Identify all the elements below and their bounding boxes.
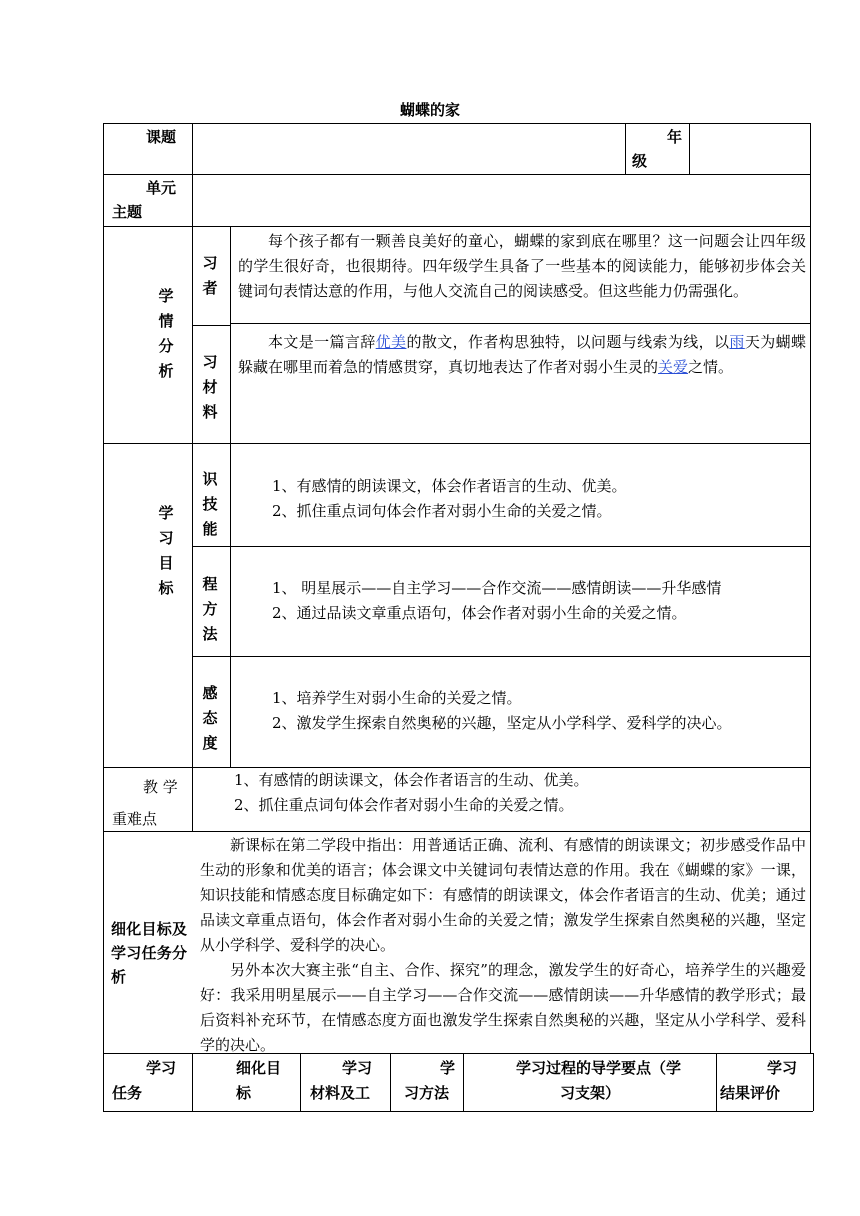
unit-label-2: 主题 (112, 203, 143, 221)
ketai-value-cell[interactable] (193, 124, 623, 173)
attitude-item-2: 2、激发学生探索自然奥秘的兴趣，坚定从小学科学、爱科学的决心。 (272, 714, 732, 732)
grade-label-2: 级 (632, 152, 648, 170)
unit-value-cell[interactable] (193, 175, 809, 225)
link-guan[interactable]: 关 (658, 358, 674, 376)
mubiao-label: 学 习 目 标 (158, 504, 174, 597)
grade-value-cell[interactable] (690, 124, 809, 173)
zhongnan-label-2: 重难点 (112, 810, 158, 828)
process-label: 程 方 法 (202, 575, 218, 643)
link-youmei[interactable]: 优美 (375, 333, 407, 351)
xihua-para-1: 新课标在第二学段中指出：用普通话正确、流利、有感情的朗读课文；初步感受作品中生动的形象和优美的语言；体会课文中关键词句表情达意的作用。我在《蝴蝶的家》一课，知识技能和情感态度目标确定如下：有感情的朗读课文，体会作者语言的生动、优美；通过品读文章重点语句，体会作者对弱小生命的关爱之情；激发学生探索自然奥秘的兴趣，坚定从小学科学、爱科学的决心。 (200, 836, 806, 954)
xihua-label: 细化目标及学习任务分析 (111, 920, 187, 986)
link-yu[interactable]: 雨 (729, 333, 745, 351)
col-task-l1: 学习 (146, 1059, 177, 1077)
col-goal-l2: 标 (236, 1084, 252, 1102)
zhongnan-label-1: 教 学 (143, 778, 178, 796)
zhongnan-item-2: 2、抓住重点词句体会作者对弱小生命的关爱之情。 (234, 796, 574, 814)
zhongnan-item-1: 1、有感情的朗读课文，体会作者语言的生动、优美。 (234, 771, 589, 789)
unit-label-1: 单元 (146, 179, 177, 197)
attitude-label: 感 态 度 (202, 684, 218, 752)
process-item-2: 2、通过品读文章重点语句，体会作者对弱小生命的关爱之情。 (272, 604, 687, 622)
col-material-l1: 学习 (342, 1059, 373, 1077)
col-goal-l1: 细化目 (236, 1059, 282, 1077)
xueqing-label: 学 情 分 析 (158, 287, 174, 380)
xihua-para-2: 另外本次大赛主张“自主、合作、探究”的理念，激发学生的好奇心，培养学生的兴趣爱好：我采用明星展示——自主学习——合作交流——感情朗读——升华感情的教学形式；最后资料补充环节，在情感态度方面也激发学生探索自然奥秘的兴趣，坚定从小学科学、爱科学的决心。 (200, 961, 806, 1054)
process-item-1: 1、 明星展示——自主学习——合作交流——感情朗读——升华感情 (272, 579, 722, 597)
document-title: 蝴蝶的家 (399, 101, 460, 119)
material-text: 本文是一篇言辞优美的散文，作者构思独特，以问题与线索为线，以雨天为蝴蝶躲藏在哪里而着急的情感贯穿，真切地表达了作者对弱小生灵的关爱之情。 (238, 333, 806, 376)
col-eval-l1: 学习 (767, 1059, 798, 1077)
grade-label-1: 年 (667, 128, 683, 146)
learner-text: 每个孩子都有一颗善良美好的童心，蝴蝶的家到底在哪里？这一问题会让四年级的学生很好奇，也很期待。四年级学生具备了一些基本的阅读能力，能够初步体会关键词句表情达意的作用，与他人交流自己的阅读感受。但这些能力仍需强化。 (238, 232, 806, 300)
skill-item-2: 2、抓住重点词句体会作者对弱小生命的关爱之情。 (272, 502, 612, 520)
link-ai[interactable]: 爱 (673, 358, 689, 376)
col-method-l1: 学 (440, 1059, 456, 1077)
col-process-l2: 习支架） (560, 1084, 621, 1102)
skill-label: 识 技 能 (202, 470, 218, 538)
col-method-l2: 习方法 (404, 1084, 450, 1102)
col-material-l2: 材料及工 (310, 1084, 371, 1102)
skill-item-1: 1、有感情的朗读课文，体会作者语言的生动、优美。 (272, 477, 627, 495)
attitude-item-1: 1、培养学生对弱小生命的关爱之情。 (272, 689, 522, 707)
col-task-l2: 任务 (112, 1084, 143, 1102)
col-eval-l2: 结果评价 (720, 1084, 781, 1102)
learner-label: 习 者 (202, 254, 218, 297)
material-label: 习 材 料 (202, 353, 218, 421)
ketai-label: 课题 (146, 128, 177, 146)
col-process-l1: 学习过程的导学要点（学 (516, 1059, 682, 1077)
